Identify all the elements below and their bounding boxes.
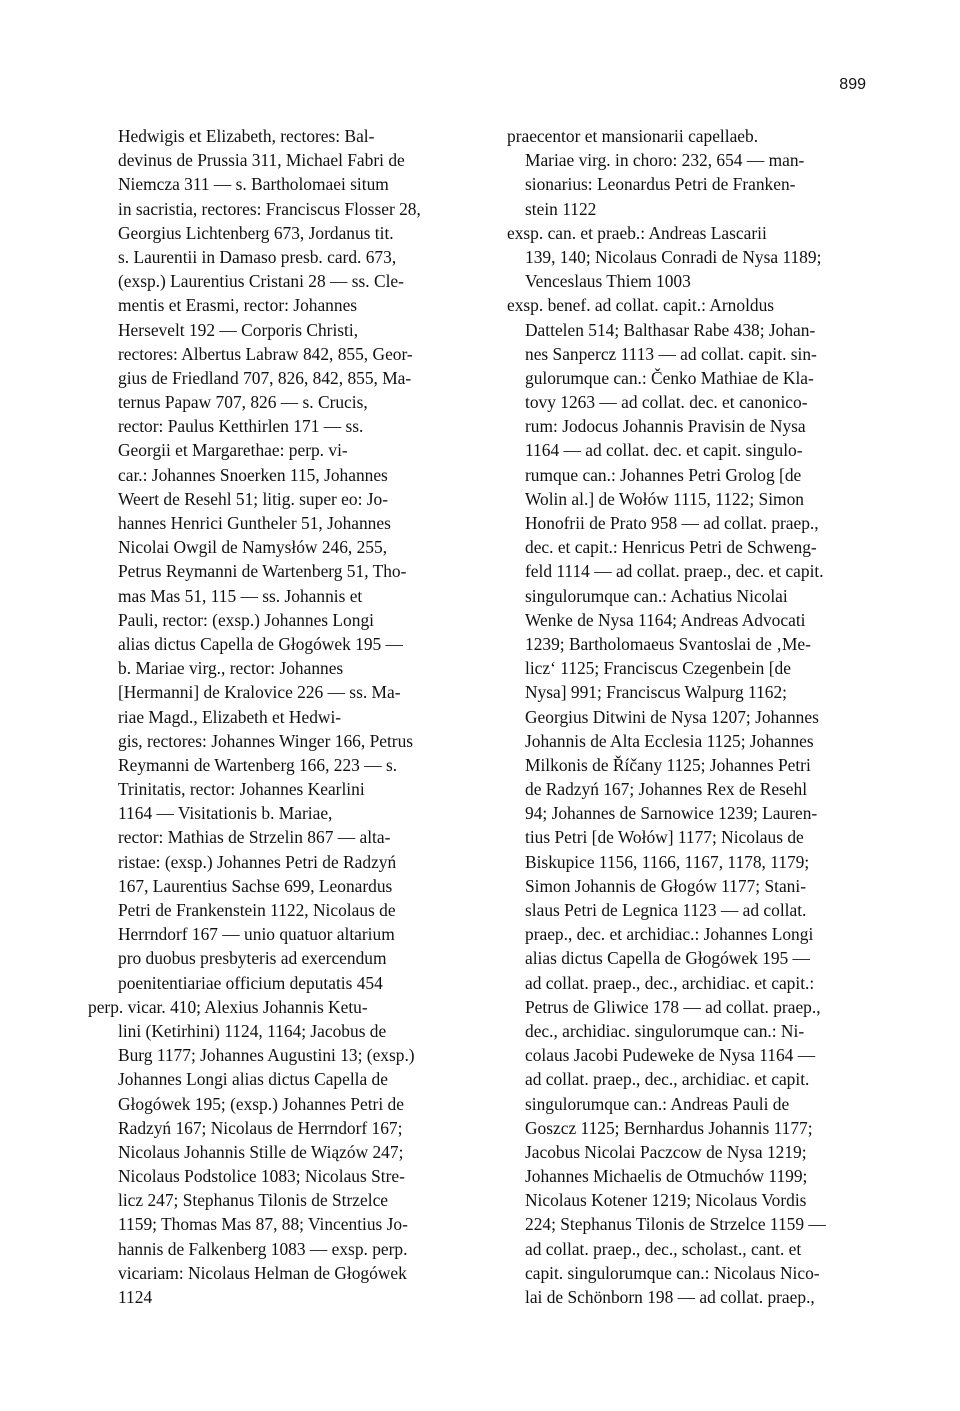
text-line: Johannes Longi alias dictus Capella de [118, 1069, 388, 1090]
text-line: Goszcz 1125; Bernhardus Johannis 1177; [525, 1117, 813, 1138]
text-line: Milkonis de Říčany 1125; Johannes Petri [525, 754, 811, 775]
text-line: rumque can.: Johannes Petri Grolog [de [525, 464, 802, 485]
text-line: Petrus de Gliwice 178 — ad collat. praep., [525, 996, 821, 1017]
text-line: 224; Stephanus Tilonis de Strzelce 1159 — [525, 1214, 826, 1235]
right-entry-praecentor [507, 124, 863, 221]
text-line: vicariam: Nicolaus Helman de Głogówek [118, 1262, 407, 1283]
left-column [88, 124, 450, 1309]
text-line: 1239; Bartholomaeus Svantoslai de ‚Me- [525, 633, 811, 654]
text-line: Herrndorf 167 — unio quatuor altarium [118, 924, 395, 945]
text-line: Nicolaus Podstolice 1083; Nicolaus Stre- [118, 1166, 405, 1187]
text-line: gis, rectores: Johannes Winger 166, Petrus [118, 730, 414, 751]
text-line: ad collat. praep., dec., archidiac. et capit. [525, 1069, 810, 1090]
text-line: lini (Ketirhini) 1124, 1164; Jacobus de [118, 1020, 387, 1041]
text-line: praecentor et mansionarii capellaeb. [507, 126, 759, 146]
left-entry-perp-vicar [88, 995, 450, 1309]
text-line: rum: Jodocus Johannis Pravisin de Nysa [525, 416, 806, 437]
text-line: 1164 — Visitationis b. Mariae, [118, 803, 333, 824]
text-line: Venceslaus Thiem 1003 [525, 271, 691, 292]
text-line: colaus Jacobi Pudeweke de Nysa 1164 — [525, 1045, 816, 1066]
text-line: Hersevelt 192 — Corporis Christi, [118, 319, 359, 340]
text-line: [Hermanni] de Kralovice 226 — ss. Ma- [118, 682, 401, 703]
text-line: Weert de Resehl 51; litig. super eo: Jo- [118, 488, 389, 509]
text-line: car.: Johannes Snoerken 115, Johannes [118, 464, 388, 485]
text-line: devinus de Prussia 311, Michael Fabri de [118, 150, 405, 171]
text-line: capit. singulorumque can.: Nicolaus Nico- [525, 1262, 820, 1283]
text-line: tius Petri [de Wołów] 1177; Nicolaus de [525, 827, 804, 848]
text-line: s. Laurentii in Damaso presb. card. 673, [118, 246, 397, 267]
text-line: hannis de Falkenberg 1083 — exsp. perp. [118, 1238, 408, 1259]
text-line: poenitentiariae officium deputatis 454 [118, 972, 383, 993]
text-line: ad collat. praep., dec., scholast., cant. et [525, 1238, 802, 1259]
text-line: 1159; Thomas Mas 87, 88; Vincentius Jo- [118, 1214, 408, 1235]
text-line: praep., dec. et archidiac.: Johannes Longi [525, 924, 814, 945]
text-line: Wenke de Nysa 1164; Andreas Advocati [525, 609, 806, 630]
text-line: dec., archidiac. singulorumque can.: Ni- [525, 1020, 805, 1041]
text-line: tovy 1263 — ad collat. dec. et canonico- [525, 392, 808, 413]
text-line: feld 1114 — ad collat. praep., dec. et capit. [525, 561, 824, 582]
text-line: Hedwigis et Elizabeth, rectores: Bal- [118, 126, 375, 146]
text-line: Trinitatis, rector: Johannes Kearlini [118, 779, 365, 800]
text-line: exsp. benef. ad collat. capit.: Arnoldus [507, 295, 775, 316]
text-line: slaus Petri de Legnica 1123 — ad collat. [525, 900, 807, 920]
text-line: rector: Mathias de Strzelin 867 — alta- [118, 827, 391, 848]
text-line: de Radzyń 167; Johannes Rex de Resehl [525, 779, 808, 800]
text-line: ristae: (exsp.) Johannes Petri de Radzyń [118, 851, 397, 872]
text-line: 167, Laurentius Sachse 699, Leonardus [118, 875, 393, 896]
text-line: Niemcza 311 — s. Bartholomaei situm [118, 174, 389, 195]
text-line: Petrus Reymanni de Wartenberg 51, Tho- [118, 561, 407, 582]
text-line: Nicolaus Kotener 1219; Nicolaus Vordis [525, 1190, 807, 1211]
text-line: rector: Paulus Ketthirlen 171 — ss. [118, 416, 364, 437]
text-line: mas Mas 51, 115 — ss. Johannis et [118, 585, 363, 606]
text-line: Johannes Michaelis de Otmuchów 1199; [525, 1166, 808, 1187]
text-line: Georgius Ditwini de Nysa 1207; Johannes [525, 706, 819, 727]
text-line: Honofrii de Prato 958 — ad collat. praep., [525, 513, 819, 533]
text-line: 139, 140; Nicolaus Conradi de Nysa 1189; [525, 246, 822, 267]
text-line: singulorumque can.: Achatius Nicolai [525, 585, 788, 606]
text-line: Pauli, rector: (exsp.) Johannes Longi [118, 609, 374, 630]
text-line: Nicolai Owgil de Namysłów 246, 255, [118, 537, 388, 558]
text-line: Biskupice 1156, 1166, 1167, 1178, 1179; [525, 851, 810, 872]
text-line: Simon Johannis de Głogów 1177; Stani- [525, 875, 806, 896]
text-line: Johannis de Alta Ecclesia 1125; Johannes [525, 730, 814, 751]
text-line: b. Mariae virg., rector: Johannes [118, 658, 344, 679]
text-line: Reymanni de Wartenberg 166, 223 — s. [118, 754, 398, 775]
text-line: riae Magd., Elizabeth et Hedwi- [118, 706, 342, 727]
text-line: Georgii et Margarethae: perp. vi- [118, 440, 348, 461]
text-line: 1124 [118, 1287, 153, 1307]
text-line: (exsp.) Laurentius Cristani 28 — ss. Cle- [118, 271, 404, 292]
text-line: Jacobus Nicolai Paczcow de Nysa 1219; [525, 1141, 807, 1162]
text-line: gius de Friedland 707, 826, 842, 855, Ma- [118, 367, 412, 388]
text-line: Radzyń 167; Nicolaus de Herrndorf 167; [118, 1117, 403, 1138]
right-column [507, 124, 863, 1309]
text-line: perp. vicar. 410; Alexius Johannis Ketu- [88, 996, 368, 1017]
left-entry-continued [88, 124, 450, 995]
text-line: alias dictus Capella de Głogówek 195 — [525, 948, 810, 969]
text-line: pro duobus presbyteris ad exercendum [118, 948, 387, 969]
text-line: exsp. can. et praeb.: Andreas Lascarii [507, 222, 767, 243]
text-line: dec. et capit.: Henricus Petri de Schweng- [525, 537, 817, 558]
right-entry-exsp-can [507, 221, 863, 294]
text-line: licz 247; Stephanus Tilonis de Strzelce [118, 1190, 389, 1211]
text-line: lai de Schönborn 198 — ad collat. praep., [525, 1287, 815, 1307]
text-line: Georgius Lichtenberg 673, Jordanus tit. [118, 222, 394, 243]
text-line: nes Sanpercz 1113 — ad collat. capit. sin- [525, 343, 817, 364]
text-line: Mariae virg. in choro: 232, 654 — man- [525, 150, 805, 171]
text-line: Burg 1177; Johannes Augustini 13; (exsp.) [118, 1045, 415, 1066]
text-line: rectores: Albertus Labraw 842, 855, Geor- [118, 343, 413, 364]
text-line: Wolin al.] de Wołów 1115, 1122; Simon [525, 488, 804, 509]
text-line: licz‘ 1125; Franciscus Czegenbein [de [525, 658, 791, 679]
page-number: 899 [839, 76, 866, 93]
text-line: Nysa] 991; Franciscus Walpurg 1162; [525, 682, 788, 703]
text-line: sionarius: Leonardus Petri de Franken- [525, 174, 796, 195]
right-entry-exsp-benef [507, 293, 863, 1309]
text-line: gulorumque can.: Čenko Mathiae de Kla- [525, 367, 814, 388]
text-line: Dattelen 514; Balthasar Rabe 438; Johan- [525, 319, 816, 340]
text-line: singulorumque can.: Andreas Pauli de [525, 1093, 790, 1114]
text-line: mentis et Erasmi, rector: Johannes [118, 295, 358, 316]
text-line: hannes Henrici Guntheler 51, Johannes [118, 513, 391, 533]
text-line: stein 1122 [525, 198, 597, 219]
text-line: ad collat. praep., dec., archidiac. et capit.: [525, 972, 815, 993]
text-line: Petri de Frankenstein 1122, Nicolaus de [118, 900, 396, 920]
text-line: 1164 — ad collat. dec. et capit. singulo- [525, 440, 803, 461]
text-line: alias dictus Capella de Głogówek 195 — [118, 633, 403, 654]
text-line: Głogówek 195; (exsp.) Johannes Petri de [118, 1093, 404, 1114]
text-line: in sacristia, rectores: Franciscus Flosser 28, [118, 198, 421, 219]
text-line: Nicolaus Johannis Stille de Wiązów 247; [118, 1141, 404, 1162]
text-line: ternus Papaw 707, 826 — s. Crucis, [118, 392, 368, 413]
text-line: 94; Johannes de Sarnowice 1239; Lauren- [525, 803, 818, 824]
